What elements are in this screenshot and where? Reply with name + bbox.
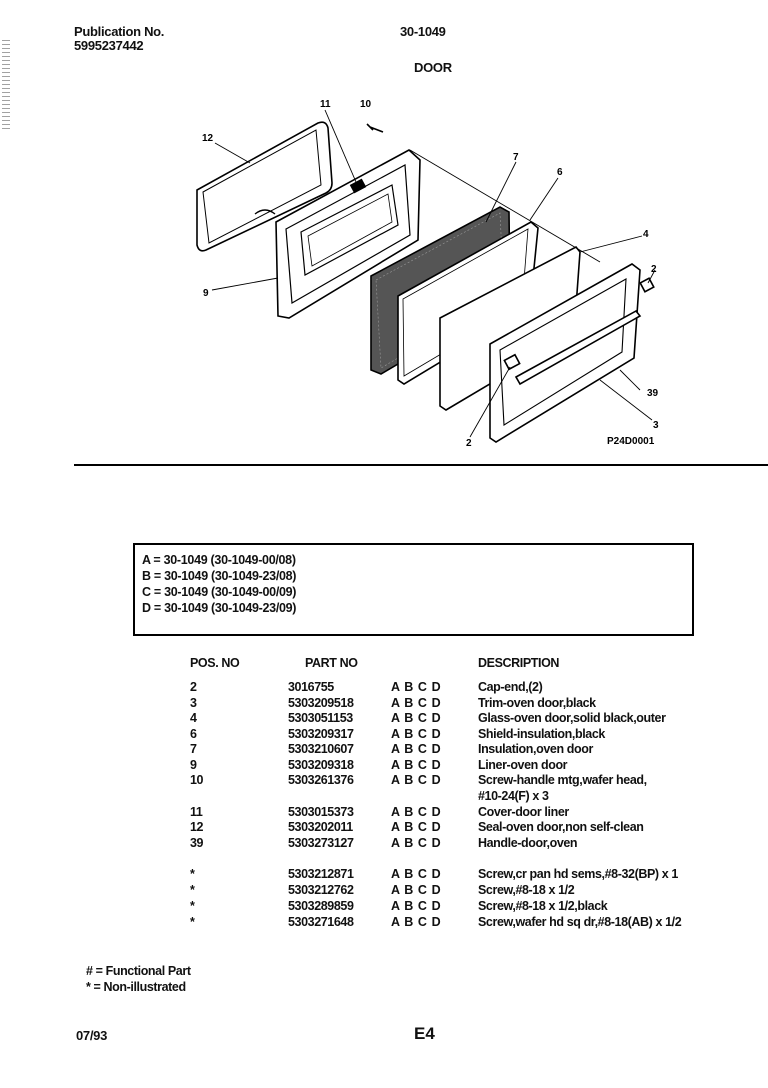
pos-no: 11 bbox=[190, 805, 203, 819]
model-codes: A B C D bbox=[391, 867, 441, 881]
callout-2-right: 2 bbox=[651, 264, 657, 275]
table-row bbox=[0, 711, 768, 727]
part-no: 5303209317 bbox=[288, 727, 354, 741]
pos-no: 7 bbox=[190, 742, 197, 756]
table-row bbox=[0, 915, 768, 931]
model-codes: A B C D bbox=[391, 915, 441, 929]
pos-no: * bbox=[190, 899, 195, 913]
page-number: E4 bbox=[414, 1024, 435, 1043]
publication-number: 5995237442 bbox=[74, 38, 144, 53]
publication-label: Publication No. bbox=[74, 24, 165, 39]
model-codes: A B C D bbox=[391, 711, 441, 725]
callout-9: 9 bbox=[203, 288, 209, 299]
pos-no: 39 bbox=[190, 836, 204, 850]
model-line-a: A = 30-1049 (30-1049-00/08) bbox=[142, 553, 296, 567]
part-no: 5303210607 bbox=[288, 742, 354, 756]
table-row bbox=[0, 742, 768, 758]
pos-no: 12 bbox=[190, 820, 204, 834]
model-line-c: C = 30-1049 (30-1049-00/09) bbox=[142, 585, 297, 599]
callout-4: 4 bbox=[643, 229, 649, 240]
model-codes: A B C D bbox=[391, 727, 441, 741]
drawing-id: P24D0001 bbox=[607, 436, 655, 447]
description: Screw,wafer hd sq dr,#8-18(AB) x 1/2 bbox=[478, 915, 682, 929]
table-row bbox=[0, 758, 768, 774]
callout-6: 6 bbox=[557, 167, 563, 178]
part-no: 5303212871 bbox=[288, 867, 354, 881]
table-row bbox=[0, 820, 768, 836]
description: Screw,#8-18 x 1/2,black bbox=[478, 899, 608, 913]
part-no: 5303051153 bbox=[288, 711, 353, 725]
table-row bbox=[0, 727, 768, 743]
description: Insulation,oven door bbox=[478, 742, 593, 756]
description: Cap-end,(2) bbox=[478, 680, 543, 694]
model-codes: A B C D bbox=[391, 680, 441, 694]
table-row bbox=[0, 680, 768, 696]
model-codes: A B C D bbox=[391, 836, 441, 850]
callout-39: 39 bbox=[647, 388, 659, 399]
door-seal-part bbox=[197, 122, 332, 251]
pos-no: * bbox=[190, 915, 195, 929]
pos-no: 10 bbox=[190, 773, 204, 787]
table-row bbox=[0, 883, 768, 899]
pos-no: 3 bbox=[190, 696, 197, 710]
part-no: 5303289859 bbox=[288, 899, 354, 913]
description: Glass-oven door,solid black,outer bbox=[478, 711, 666, 725]
table-row-continuation bbox=[0, 789, 768, 805]
callout-11: 11 bbox=[320, 99, 331, 110]
part-no: 5303271648 bbox=[288, 915, 354, 929]
callout-12: 12 bbox=[202, 133, 214, 144]
model-line-b: B = 30-1049 (30-1049-23/08) bbox=[142, 569, 297, 583]
description: Handle-door,oven bbox=[478, 836, 578, 850]
pos-no: 9 bbox=[190, 758, 197, 772]
legend-non-illustrated: * = Non-illustrated bbox=[86, 980, 186, 994]
model-number: 30-1049 bbox=[400, 24, 446, 39]
description: Screw,cr pan hd sems,#8-32(BP) x 1 bbox=[478, 867, 678, 881]
part-no: 5303212762 bbox=[288, 883, 354, 897]
pos-no: 6 bbox=[190, 727, 197, 741]
pos-no: 4 bbox=[190, 711, 197, 725]
model-codes: A B C D bbox=[391, 696, 441, 710]
description-continued: #10-24(F) x 3 bbox=[478, 789, 549, 803]
callout-7: 7 bbox=[513, 152, 519, 163]
description: Cover-door liner bbox=[478, 805, 569, 819]
model-key-box bbox=[133, 543, 694, 636]
description: Trim-oven door,black bbox=[478, 696, 596, 710]
part-no: 5303209518 bbox=[288, 696, 354, 710]
model-codes: A B C D bbox=[391, 805, 441, 819]
model-codes: A B C D bbox=[391, 742, 441, 756]
description: Shield-insulation,black bbox=[478, 727, 605, 741]
door-exploded-diagram bbox=[0, 90, 768, 460]
model-codes: A B C D bbox=[391, 820, 441, 834]
callout-2-left: 2 bbox=[466, 438, 472, 449]
description: Screw,#8-18 x 1/2 bbox=[478, 883, 575, 897]
legend-functional: # = Functional Part bbox=[86, 964, 191, 978]
table-row bbox=[0, 836, 768, 852]
model-codes: A B C D bbox=[391, 758, 441, 772]
model-codes: A B C D bbox=[391, 883, 441, 897]
description: Seal-oven door,non self-clean bbox=[478, 820, 644, 834]
pos-no: * bbox=[190, 883, 195, 897]
section-divider bbox=[74, 464, 768, 466]
part-no: 3016755 bbox=[288, 680, 334, 694]
part-no: 5303273127 bbox=[288, 836, 354, 850]
table-row bbox=[0, 805, 768, 821]
table-row bbox=[0, 867, 768, 883]
callout-3: 3 bbox=[653, 420, 659, 431]
model-codes: A B C D bbox=[391, 773, 441, 787]
part-no: 5303209318 bbox=[288, 758, 354, 772]
pos-no: * bbox=[190, 867, 195, 881]
description: Liner-oven door bbox=[478, 758, 568, 772]
model-line-d: D = 30-1049 (30-1049-23/09) bbox=[142, 601, 297, 615]
table-row bbox=[0, 696, 768, 712]
part-no: 5303015373 bbox=[288, 805, 354, 819]
part-no: 5303202011 bbox=[288, 820, 353, 834]
description: Screw-handle mtg,wafer head, bbox=[478, 773, 647, 787]
callout-10: 10 bbox=[360, 99, 372, 110]
header-pos-no: POS. NO bbox=[190, 656, 240, 670]
pos-no: 2 bbox=[190, 680, 197, 694]
part-no: 5303261376 bbox=[288, 773, 354, 787]
header-part-no: PART NO bbox=[305, 656, 358, 670]
table-row bbox=[0, 899, 768, 915]
header-description: DESCRIPTION bbox=[478, 656, 560, 670]
model-codes: A B C D bbox=[391, 899, 441, 913]
footer-date: 07/93 bbox=[76, 1028, 108, 1043]
section-title: DOOR bbox=[414, 60, 452, 75]
table-row bbox=[0, 773, 768, 789]
